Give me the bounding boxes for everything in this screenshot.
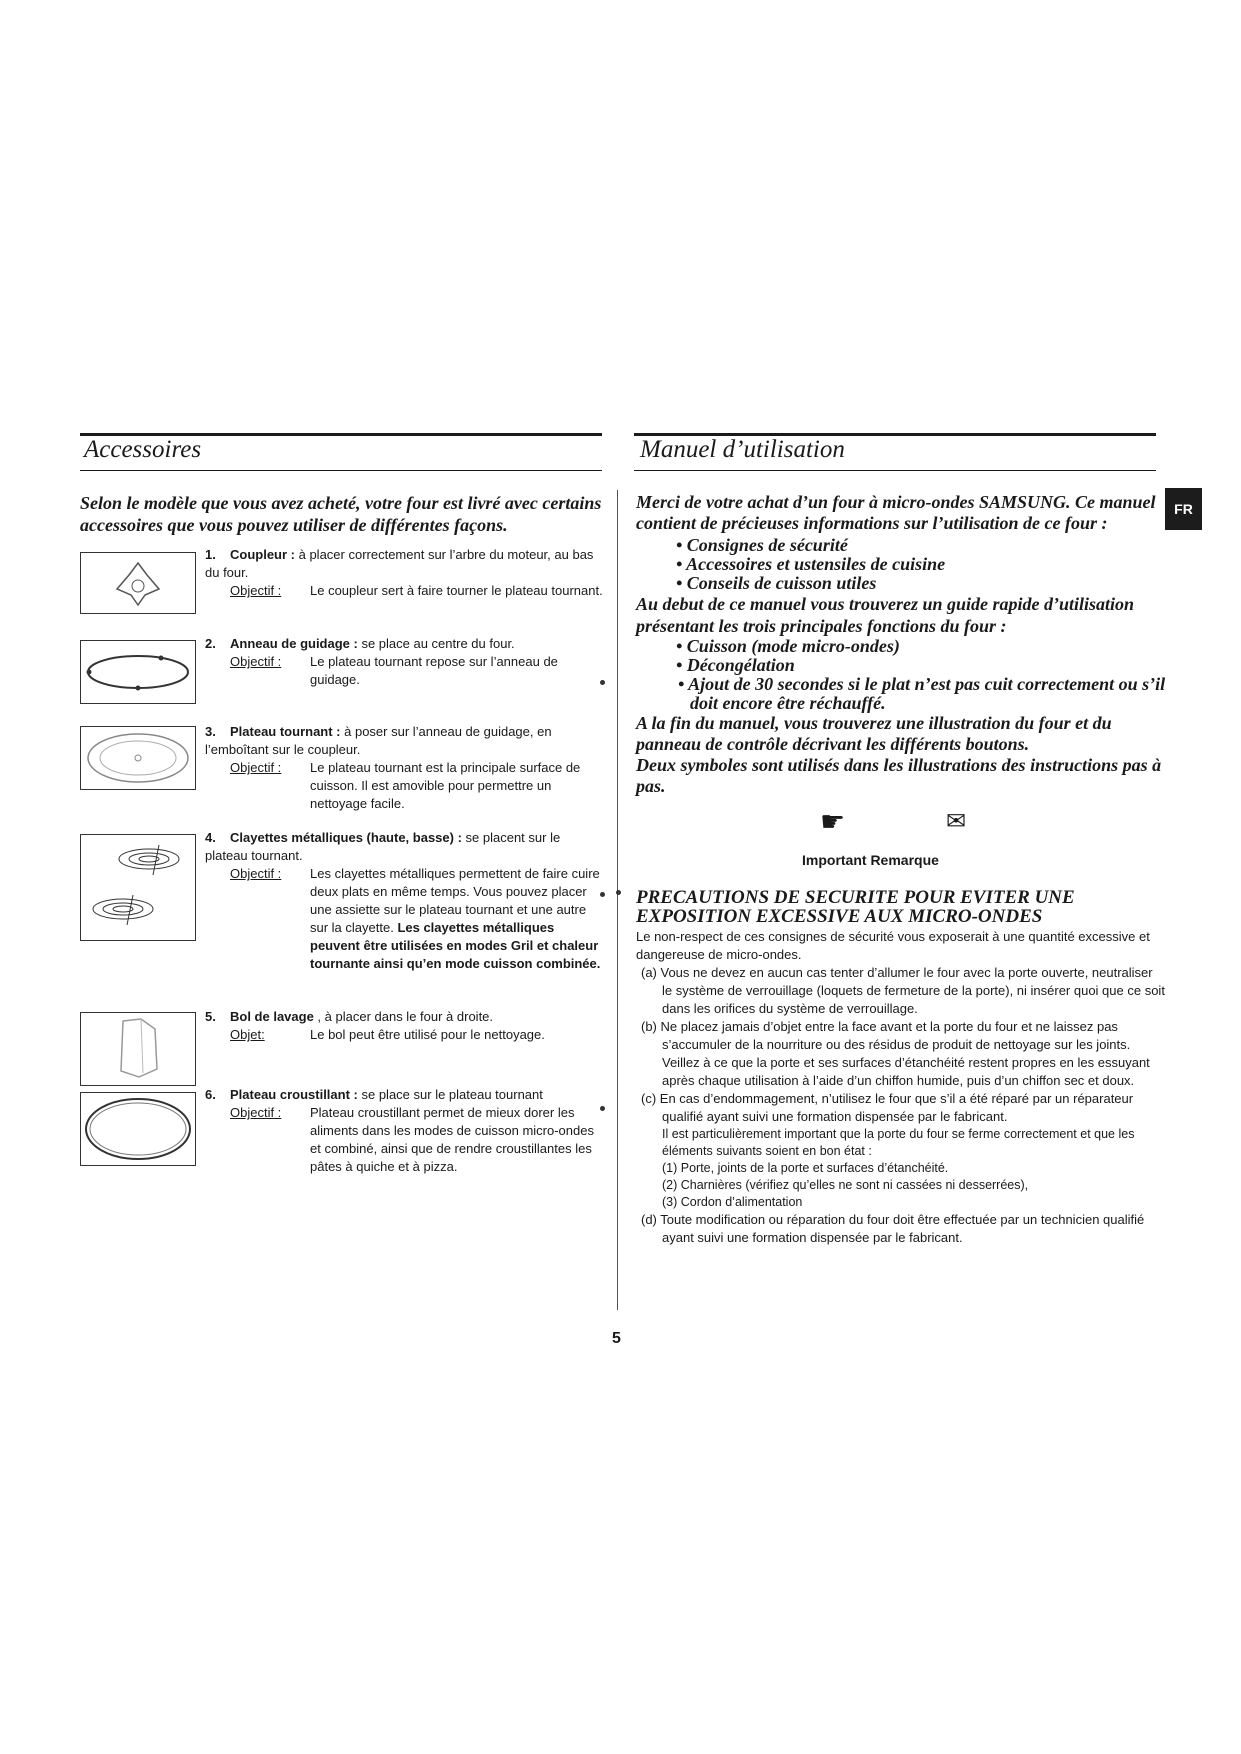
objective-label: Objectif :: [230, 1105, 282, 1120]
accessory-item-wash-bowl: [205, 1008, 605, 1044]
accessory-item-guide-ring: [205, 635, 605, 689]
bullet-item: • Accessoires et ustensiles de cuisine: [676, 554, 946, 574]
accessory-item-coupler: [205, 546, 605, 600]
item-name: Plateau tournant :: [230, 724, 341, 739]
turntable-image: [80, 726, 196, 790]
intro-paragraph: Deux symboles sont utilisés dans les illustrations des instructions pas à pas.: [636, 755, 1162, 796]
prec-item-c-note: Il est particulièrement important que la porte du four se ferme correctement et que les éléments suivants soient en bon état :: [662, 1127, 1135, 1158]
binder-dot: [616, 890, 621, 895]
item-number: 3.: [205, 724, 216, 739]
bullet-item: • Consignes de sécurité: [676, 535, 848, 555]
coupler-image: [80, 552, 196, 614]
prec-check-item: (2) Charnières (vérifiez qu’elles ne sont ni cassées ni desserrées),: [662, 1178, 1029, 1192]
column-divider: [617, 490, 618, 1310]
left-section-title: Accessoires: [84, 436, 202, 463]
objective-text: Le coupleur sert à faire tourner le plateau tournant.: [310, 583, 603, 598]
objective-text: Le bol peut être utilisé pour le nettoyage.: [310, 1027, 545, 1042]
item-desc: se place au centre du four.: [357, 636, 515, 651]
binder-dot: [600, 892, 605, 897]
language-tab: FR: [1165, 488, 1202, 530]
prec-check-item: (1) Porte, joints de la porte et surfaces d’étanchéité.: [662, 1161, 949, 1175]
objective-label: Objectif :: [230, 866, 282, 881]
left-title-bottom-rule: [80, 470, 602, 471]
objective-text: Le plateau tournant est la principale surface de cuisson. Il est amovible pour permettre un nettoyage facile.: [310, 760, 581, 811]
prec-check-item: (3) Cordon d’alimentation: [662, 1195, 803, 1209]
objective-label: Objectif :: [230, 583, 282, 598]
prec-item-b: (b) Ne placez jamais d’objet entre la face avant et la porte du four et ne laissez pas s’accumuler de la nourriture ou des résidus de produit de nettoyage sur les joints. Veillez à ce que la porte et ses surfaces d’étanchéité restent propres en les essuyant après chaque utilisation à l’aide d’un chiffon humide, puis d’un chiffon sec et doux.: [641, 1019, 1150, 1088]
prec-intro: Le non-respect de ces consignes de sécurité vous exposerait à une quantité excessive et dangereuse de micro-ondes.: [636, 929, 1150, 962]
page-number: 5: [612, 1330, 621, 1347]
guide-ring-image: [80, 640, 196, 704]
item-name: Bol de lavage: [230, 1009, 314, 1024]
accessory-item-metal-racks: [205, 829, 605, 973]
symbols-legend: Important Remarque: [802, 852, 939, 868]
bullet-item: • Décongélation: [676, 655, 795, 675]
pointing-hand-icon: ☛: [820, 806, 846, 837]
envelope-icon: ✉: [946, 808, 967, 835]
bullet-item: • Conseils de cuisson utiles: [676, 573, 877, 593]
objective-text: Le plateau tournant repose sur l’anneau de guidage.: [310, 654, 558, 687]
bullet-item: • Ajout de 30 secondes si le plat n’est pas cuit correctement ou s’il doit encore être réchauffé.: [678, 674, 1166, 713]
prec-item-c: (c) En cas d’endommagement, n’utilisez le four que s’il a été réparé par un réparateur qualifié ayant suivi une formation dispensée par le fabricant.: [641, 1091, 1134, 1124]
accessory-item-crusty-plate: [205, 1086, 605, 1176]
item-desc: , à placer dans le four à droite.: [313, 1009, 494, 1024]
accessory-item-turntable: [205, 723, 605, 813]
left-intro: Selon le modèle que vous avez acheté, votre four est livré avec certains accessoires que vous pouvez utiliser de différentes façons.: [80, 493, 602, 535]
right-title-bottom-rule: [634, 470, 1156, 471]
item-name: Plateau croustillant :: [230, 1087, 358, 1102]
bullet-item: • Cuisson (mode micro-ondes): [676, 636, 900, 656]
binder-dot: [600, 1106, 605, 1111]
item-name: Clayettes métalliques (haute, basse) :: [230, 830, 462, 845]
item-number: 5.: [205, 1009, 216, 1024]
objective-warning: Les clayettes métalliques peuvent être utilisées en modes Gril et chaleur tournante ainsi qu’en mode cuisson combinée.: [310, 920, 601, 971]
item-desc: se place sur le plateau tournant: [357, 1087, 543, 1102]
item-name: Anneau de guidage :: [230, 636, 358, 651]
objective-label: Objectif :: [230, 654, 282, 669]
item-desc: à placer correctement sur l’arbre du moteur, au bas du four.: [205, 547, 594, 580]
objective-label: Objet:: [230, 1027, 265, 1042]
objective-label: Objectif :: [230, 760, 282, 775]
item-name: Coupleur :: [230, 547, 295, 562]
safety-precautions-title: PRECAUTIONS DE SECURITE POUR EVITER UNE EXPOSITION EXCESSIVE AUX MICRO-ONDES: [636, 887, 1075, 927]
intro-paragraph: Merci de votre achat d’un four à micro-ondes SAMSUNG. Ce manuel contient de précieuses informations sur l’utilisation de ce four :: [636, 492, 1156, 533]
prec-item-d: (d) Toute modification ou réparation du four doit être effectuée par un technicien qualifié ayant suivi une formation dispensée par le fabricant.: [641, 1212, 1145, 1245]
item-number: 1.: [205, 547, 216, 562]
item-desc: se placent sur le plateau tournant.: [205, 830, 561, 863]
item-number: 2.: [205, 636, 216, 651]
item-number: 4.: [205, 830, 216, 845]
item-number: 6.: [205, 1087, 216, 1102]
objective-text: Les clayettes métalliques permettent de faire cuire deux plats en même temps. Vous pouvez placer une assiette sur le plateau tournant et une autre sur la clayette.: [310, 866, 600, 935]
wash-bowl-image: [80, 1012, 196, 1086]
item-desc: à poser sur l’anneau de guidage, en l’emboîtant sur le coupleur.: [205, 724, 552, 757]
objective-text: Plateau croustillant permet de mieux dorer les aliments dans les modes de cuisson micro-ondes et combiné, ainsi que de rendre croustillantes les pâtes à quiche et à pizza.: [310, 1105, 594, 1174]
right-intro: [636, 492, 1166, 797]
intro-paragraph: A la fin du manuel, vous trouverez une illustration du four et du panneau de contrôle décrivant les différents boutons.: [636, 713, 1112, 754]
metal-racks-image: [80, 834, 196, 941]
safety-precautions-text: [636, 928, 1166, 1247]
binder-dot: [600, 680, 605, 685]
crusty-plate-image: [80, 1092, 196, 1166]
right-section-title: Manuel d’utilisation: [640, 436, 845, 463]
intro-paragraph: Au debut de ce manuel vous trouverez un guide rapide d’utilisation présentant les trois principales fonctions du four :: [636, 594, 1135, 636]
prec-item-a: (a) Vous ne devez en aucun cas tenter d’allumer le four avec la porte ouverte, neutraliser le système de verrouillage (loquets de fermeture de la porte), ni insérer quoi que ce soit dans les orifices du système de verrouillage.: [641, 965, 1165, 1016]
